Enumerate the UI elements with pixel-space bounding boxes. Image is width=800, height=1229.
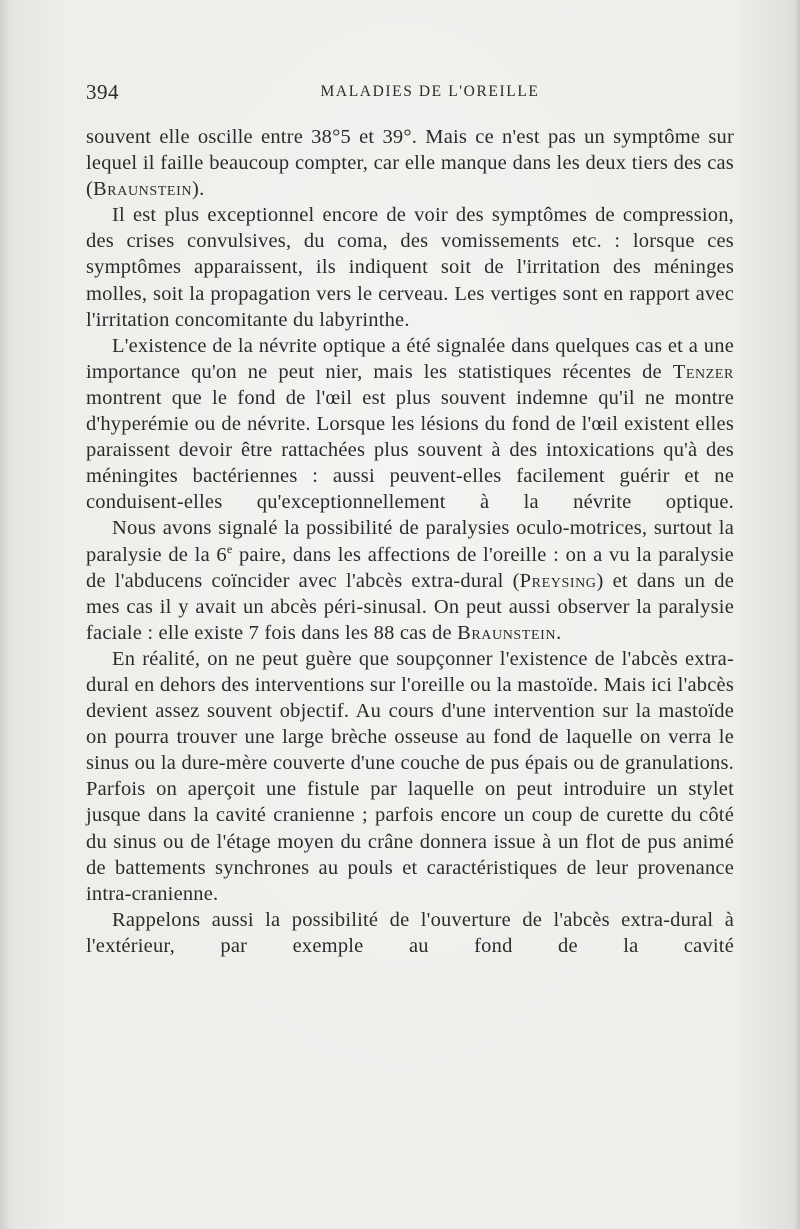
running-head	[86, 80, 734, 110]
paragraph-3	[86, 333, 734, 516]
paragraph-1	[86, 124, 734, 202]
page-number: 394	[86, 80, 119, 104]
author-name-tenzer: Tenzer	[672, 360, 734, 383]
paragraph-4-end: .	[556, 621, 562, 644]
paragraph-3-text: L'existence de la névrite optique a été signalée dans quelques cas et a une importance qu'on ne peut nier, mais les statistiques récentes de	[86, 334, 734, 383]
page-edge-shadow	[794, 0, 800, 1229]
body-text	[86, 124, 734, 959]
paragraph-6: Rappelons aussi la possibilité de l'ouverture de l'abcès extra-dural à l'extérieur, par exemple au fond de la cavité	[86, 908, 734, 957]
paragraph-1-text: souvent elle oscille entre 38°5 et 39°. Mais ce n'est pas un symptôme sur lequel il faille beaucoup compter, car elle manque dans les deux tiers des cas (	[86, 126, 734, 201]
paragraph-4-text-2: paire, dans les affections de l'oreille : on a vu la paralysie de l'abducens coïncider avec l'abcès extra-dural (	[86, 543, 734, 592]
paragraph-1-end: ).	[192, 178, 205, 201]
author-name-braunstein: Braunstein	[93, 178, 193, 201]
author-name-braunstein-2: Braunstein	[457, 621, 557, 644]
ordinal-superscript: e	[226, 541, 233, 556]
author-name-preysing: Preysing	[519, 569, 597, 592]
paragraph-5: En réalité, on ne peut guère que soupçonner l'existence de l'abcès extra-dural en dehors des interventions sur l'oreille ou la mastoïde. Mais ici l'abcès devient assez souvent objectif. Au cours d'une intervention sur la mastoïde on pourra trouver une large brèche osseuse au fond de laquelle on verra le sinus ou la dure-mère couverte d'une couche de pus épais ou de granulations. Parfois on aperçoit une fistule par laquelle on peut introduire un stylet jusque dans la cavité cranienne ; parfois encore un coup de curette du côté du sinus ou de l'étage moyen du crâne donnera issue à un flot de pus animé de battements synchrones au pouls et caractéristiques de leur provenance intra-cranienne.	[86, 647, 734, 905]
page-gutter-shadow	[0, 0, 10, 1229]
paragraph-4-text-3: ) et dans un de mes cas il y avait un abcès péri-sinusal. On peut aussi observer la paralysie faciale : elle existe 7 fois dans les 88 cas de	[86, 569, 734, 644]
paragraph-4	[86, 515, 734, 645]
paragraph-4-text: Nous avons signalé la possibilité de paralysies oculo-motrices, surtout la paralysie de la 6	[86, 517, 734, 566]
paragraph-2: Il est plus exceptionnel encore de voir des symptômes de compression, des crises convulsives, du coma, des vomissements etc. : lorsque ces symptômes apparaissent, ils indiquent soit de l'irritation des méninges molles, soit la propagation vers le cerveau. Les vertiges sont en rapport avec l'irritation concomitante du labyrinthe.	[86, 204, 734, 331]
running-title: MALADIES DE L'OREILLE	[320, 83, 540, 100]
paragraph-3-end: montrent que le fond de l'œil est plus souvent indemne qu'il ne montre d'hyperémie ou de névrite. Lorsque les lésions du fond de l'œil existent elles paraissent devoir être rattachées plus souvent à des intoxications qu'à des méningites bactériennes : aussi peuvent-elles facilement guérir et ne conduisent-elles qu'exceptionnellement à la névrite optique.	[86, 386, 734, 514]
